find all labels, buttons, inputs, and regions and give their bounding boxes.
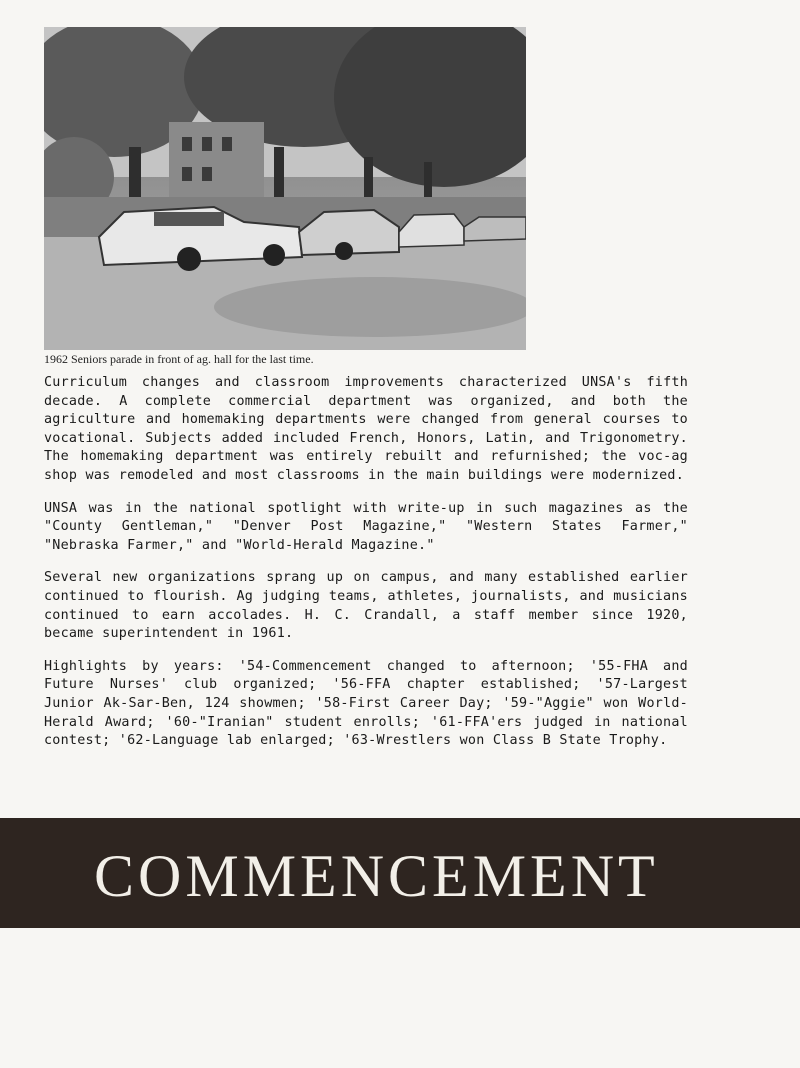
- parade-photo: [44, 27, 526, 350]
- banner-title: COMMENCEMENT: [94, 843, 659, 909]
- paragraph-highlights: Highlights by years: '54-Commencement changed to afternoon; '55-FHA and Future Nurses' club organized; '56-FFA chapter established; '57-Largest Junior Ak-Sar-Ben, 124 showmen; '58-First Career Day; '59-"Aggie" won World-Herald Award; '60-"Iranian" student enrolls; '61-FFA'ers judged in national contest; '62-Language lab enlarged; '63-Wrestlers won Class B State Trophy.: [44, 658, 688, 749]
- paragraph-spotlight: UNSA was in the national spotlight with write-up in such magazines as the "County Gentleman," "Denver Post Magazine," "Western States Farmer," "Nebraska Farmer," and "World-Herald Magazine.": [44, 500, 688, 553]
- paragraph-organizations: Several new organizations sprang up on campus, and many established earlier continued to flourish. Ag judging teams, athletes, journalists, and musicians continued to earn accolades. H. C. Crandall, a staff member since 1920, became superintendent in 1961.: [44, 570, 688, 642]
- photo-caption: 1962 Seniors parade in front of ag. hall for the last time.: [44, 352, 314, 366]
- paragraph-curriculum: Curriculum changes and classroom improvements characterized UNSA's fifth decade. A complete commercial department was organized, and both the agriculture and homemaking departments were changed from general courses to vocational. Subjects added included French, Honors, Latin, and Trigonometry. The homemaking department was entirely rebuilt and refurnished; the voc-ag shop was remodeled and most classrooms in the main buildings were modernized.: [44, 375, 688, 483]
- parade-photo-icon: [44, 27, 526, 350]
- article-body: [44, 374, 688, 765]
